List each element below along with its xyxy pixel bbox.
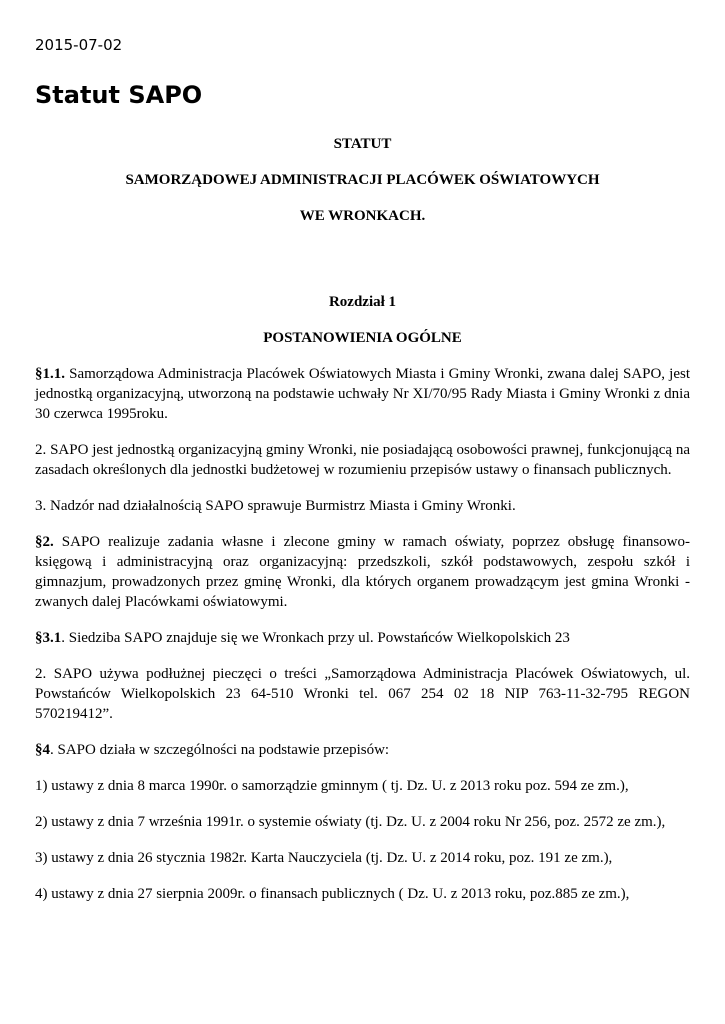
- document-date: 2015-07-02: [35, 36, 123, 54]
- paragraph-text: 4) ustawy z dnia 27 sierpnia 2009r. o finansach publicznych ( Dz. U. z 2013 roku, poz.885 ze zm.),: [35, 886, 630, 902]
- paragraph-text: 3) ustawy z dnia 26 stycznia 1982r. Karta Nauczyciela (tj. Dz. U. z 2014 roku, poz. 191 ze zm.),: [35, 850, 613, 866]
- paragraph-1-2: [35, 440, 690, 480]
- paragraph-label: §1.1.: [35, 366, 65, 382]
- paragraph-text: 2. SAPO używa podłużnej pieczęci o treści „Samorządowa Administracja Placówek Oświatowych, ul. Powstańców Wielkopolskich 23 64-510 Wronki tel. 067 254 02 18 NIP 763-11-32-795 REGON 570219412”.: [35, 666, 690, 722]
- paragraph-text: SAPO realizuje zadania własne i zlecone gminy w ramach oświaty, poprzez obsługę finansowo-księgową i administracyjną oraz organizacyjną: przedszkoli, szkół podstawowych, zespołu szkół i gimnazjum, prowadzonych przez gminę Wronki, dla których organem prowadzącym jest gmina Wronki - zwanych dalej Placówkami oświatowymi.: [35, 534, 690, 610]
- paragraph-text: 1) ustawy z dnia 8 marca 1990r. o samorządzie gminnym ( tj. Dz. U. z 2013 roku poz. 594 ze zm.),: [35, 778, 629, 794]
- heading-organization: SAMORZĄDOWEJ ADMINISTRACJI PLACÓWEK OŚWIATOWYCH: [125, 172, 600, 188]
- paragraph-text: 3. Nadzór nad działalnością SAPO sprawuje Burmistrz Miasta i Gminy Wronki.: [35, 498, 516, 514]
- chapter-number: Rozdział 1: [328, 294, 397, 310]
- paragraph-text: . Siedziba SAPO znajduje się we Wronkach przy ul. Powstańców Wielkopolskich 23: [61, 630, 570, 646]
- paragraph-3-2: [35, 664, 690, 724]
- paragraph-2: [35, 532, 690, 612]
- chapter-name: POSTANOWIENIA OGÓLNE: [263, 330, 462, 346]
- paragraph-label: §4: [35, 742, 50, 758]
- paragraph-text: 2) ustawy z dnia 7 września 1991r. o systemie oświaty (tj. Dz. U. z 2004 roku Nr 256, poz. 2572 ze zm.),: [35, 814, 666, 830]
- paragraph-1-1: [35, 364, 690, 424]
- paragraph-text: Samorządowa Administracja Placówek Oświatowych Miasta i Gminy Wronki, zwana dalej SAPO, jest jednostką organizacyjną, utworzoną na podstawie uchwały Nr XI/70/95 Rady Miasta i Gminy Wronki z dnia 30 czerwca 1995roku.: [35, 366, 690, 422]
- page-title: Statut SAPO: [35, 81, 203, 109]
- heading-location: WE WRONKACH.: [299, 208, 426, 224]
- list-item-1: [35, 776, 690, 796]
- paragraph-label: §2.: [35, 534, 54, 550]
- paragraph-1-3: [35, 496, 690, 516]
- list-item-4: [35, 884, 690, 904]
- paragraph-text: 2. SAPO jest jednostką organizacyjną gminy Wronki, nie posiadającą osobowości prawnej, funkcjonującą na zasadach określonych dla jednostki budżetowej w rozumieniu przepisów ustawy o finansach publicznych.: [35, 442, 690, 478]
- document-body: [35, 134, 690, 904]
- paragraph-text: . SAPO działa w szczególności na podstawie przepisów:: [50, 742, 390, 758]
- paragraph-4: [35, 740, 690, 760]
- list-item-3: [35, 848, 690, 868]
- list-item-2: [35, 812, 690, 832]
- paragraph-3-1: [35, 628, 690, 648]
- document-page: [35, 34, 690, 904]
- paragraph-label: §3.1: [35, 630, 62, 646]
- heading-statut: STATUT: [333, 136, 392, 152]
